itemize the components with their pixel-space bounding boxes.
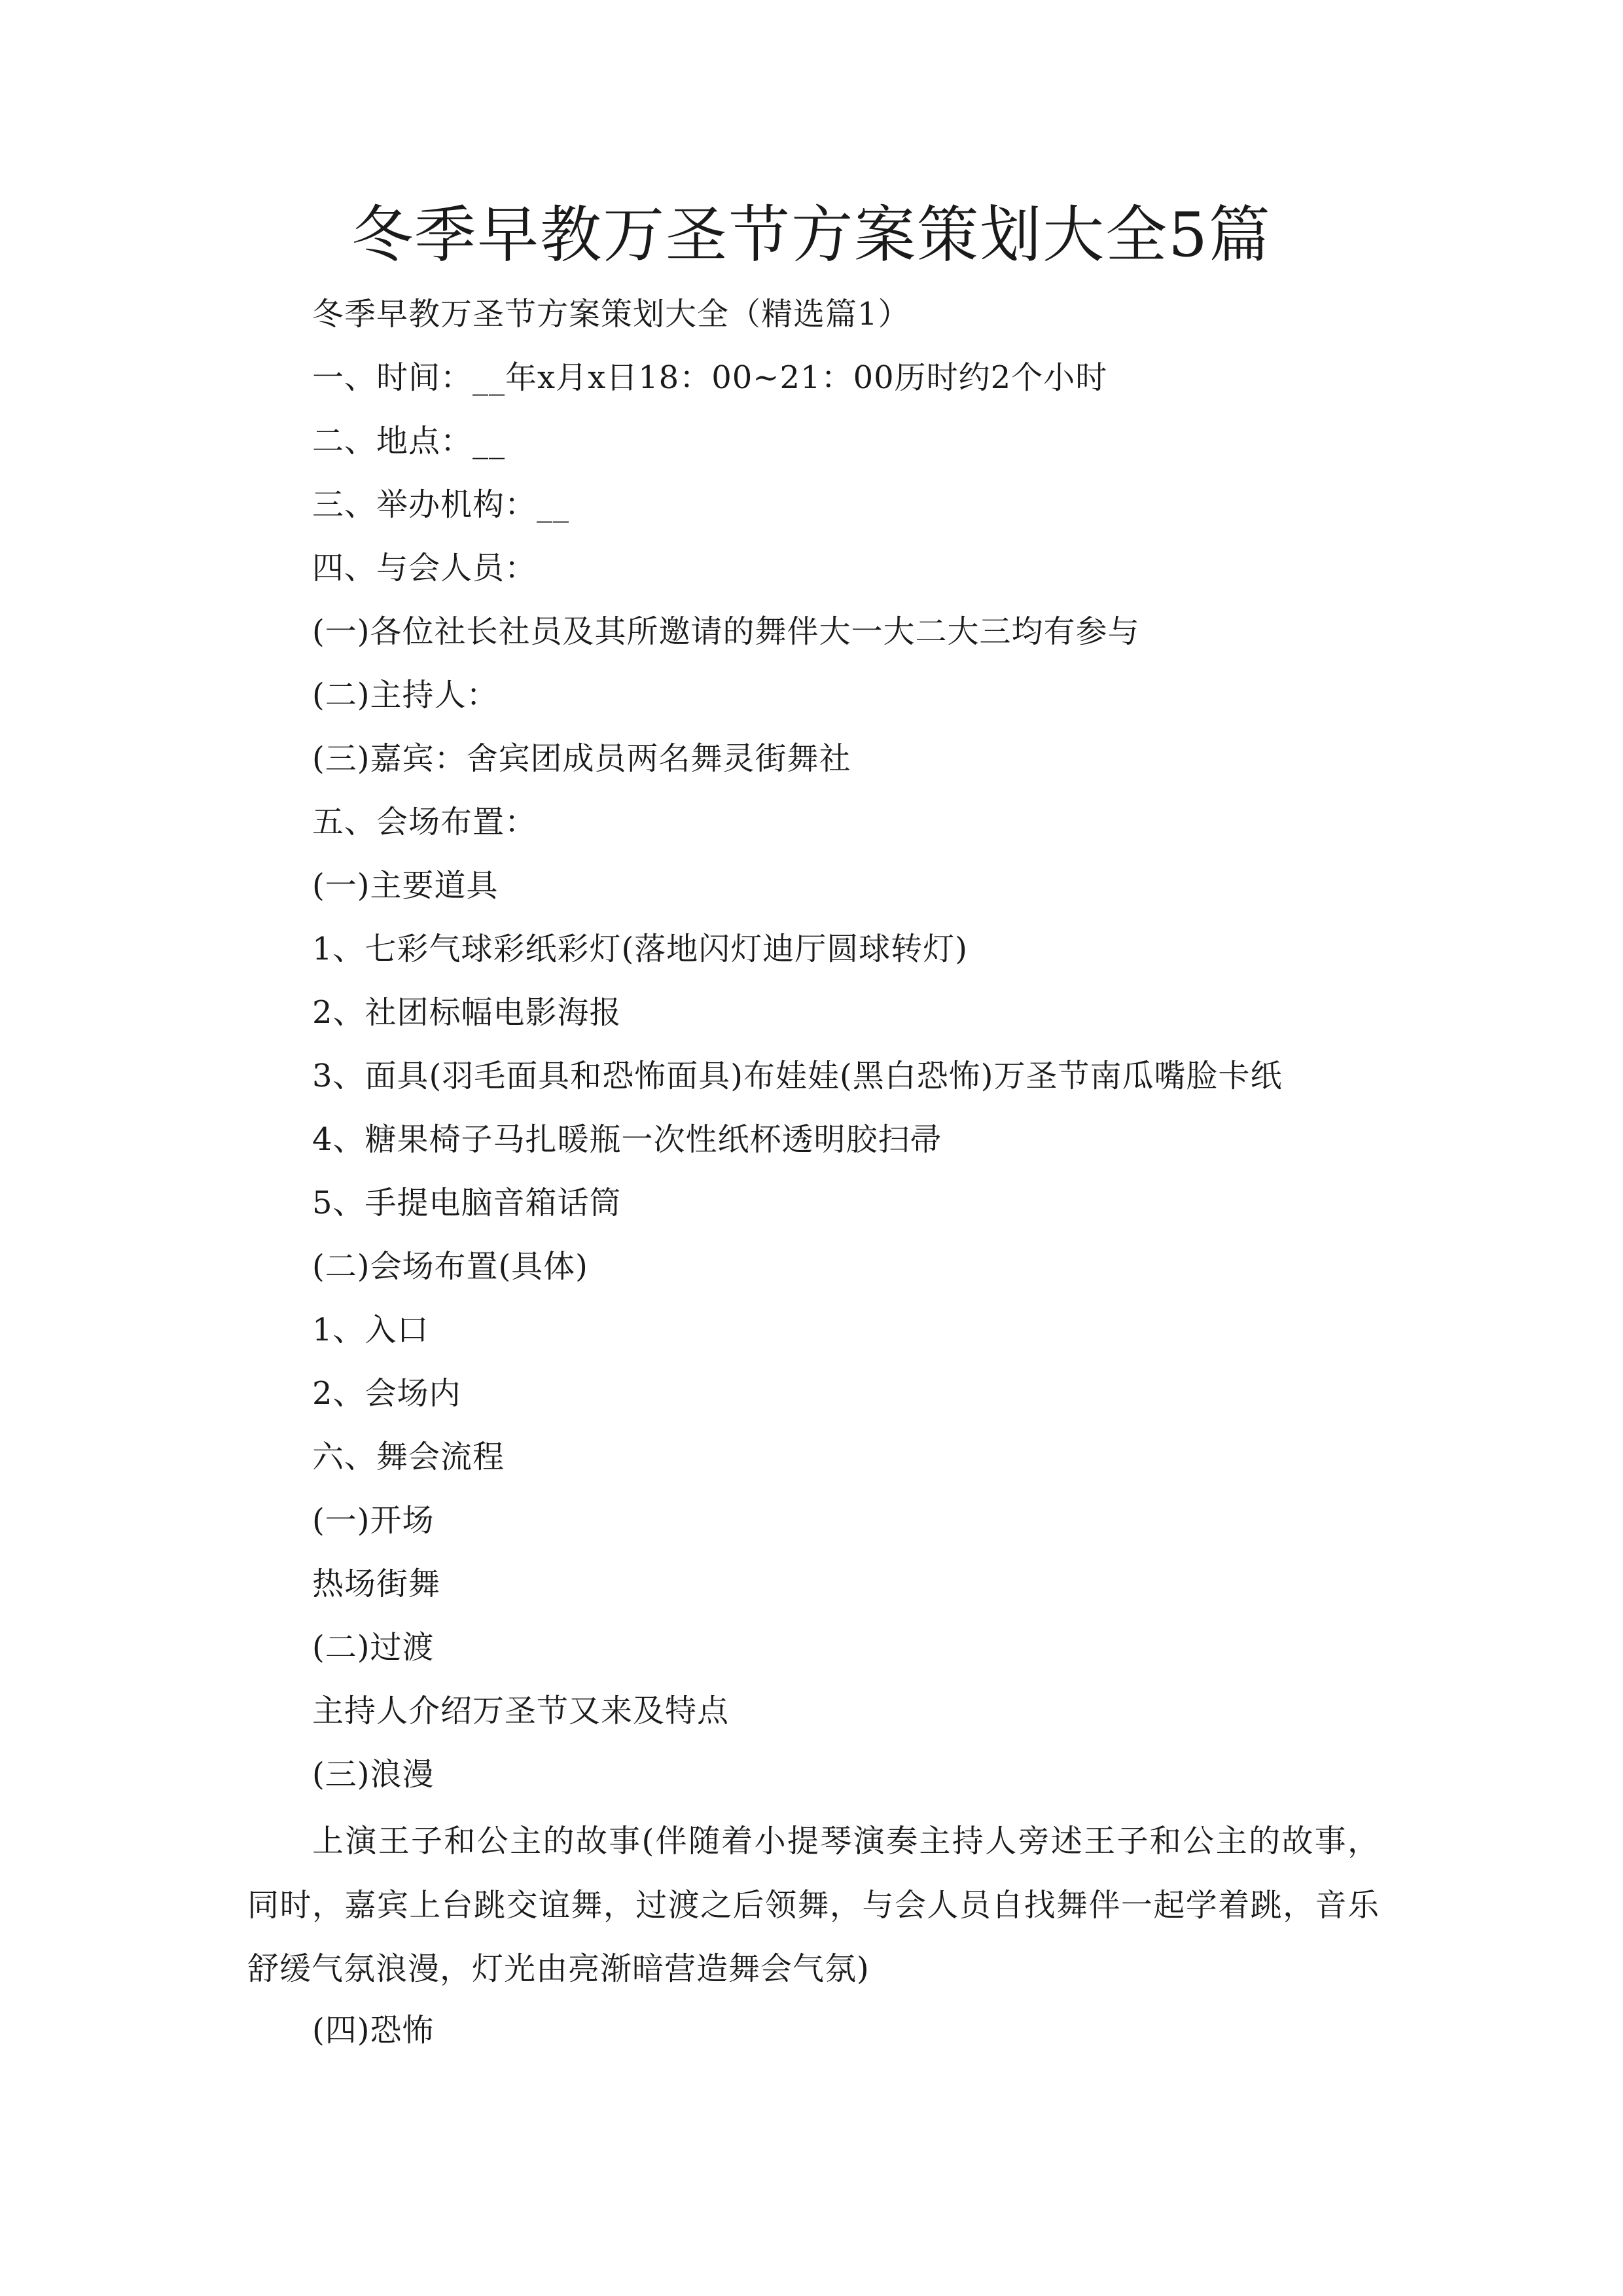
text-line: 2、会场内 bbox=[312, 1375, 461, 1412]
text-line: (三)嘉宾：舍宾团成员两名舞灵街舞社 bbox=[312, 740, 851, 777]
text-line: 二、地点：__ bbox=[312, 423, 506, 459]
text-line: 四、与会人员： bbox=[312, 550, 537, 586]
text-line: 4、糖果椅子马扎暖瓶一次性纸杯透明胶扫帚 bbox=[312, 1121, 942, 1158]
text-line: 六、舞会流程 bbox=[312, 1439, 505, 1475]
text-line: (二)主持人： bbox=[312, 677, 499, 713]
text-line: 2、社团标幅电影海报 bbox=[312, 994, 622, 1031]
text-line: 三、举办机构：__ bbox=[312, 486, 570, 523]
text-line: 热场街舞 bbox=[312, 1566, 441, 1602]
text-line: 1、七彩气球彩纸彩灯(落地闪灯迪厅圆球转灯) bbox=[312, 931, 968, 967]
text-line: 主持人介绍万圣节又来及特点 bbox=[312, 1693, 730, 1729]
text-line: 五、会场布置： bbox=[312, 804, 537, 840]
section-heading: 冬季早教万圣节方案策划大全（精选篇1） bbox=[312, 296, 910, 332]
text-line: (一)主要道具 bbox=[312, 867, 499, 904]
document-title: 冬季早教万圣节方案策划大全5篇 bbox=[351, 200, 1272, 271]
text-line: 3、面具(羽毛面具和恐怖面具)布娃娃(黑白恐怖)万圣节南瓜嘴脸卡纸 bbox=[312, 1058, 1283, 1094]
text-line: 一、时间：__年x月x日18：00~21：00历时约2个小时 bbox=[312, 359, 1108, 396]
text-line: 1、入口 bbox=[312, 1312, 429, 1348]
text-line: (二)过渡 bbox=[312, 1629, 435, 1666]
text-line: (二)会场布置(具体) bbox=[312, 1248, 588, 1285]
body-paragraph: 上演王子和公主的故事(伴随着小提琴演奏主持人旁述王子和公主的故事，同时，嘉宾上台跳交谊舞，过渡之后领舞，与会人员自找舞伴一起学着跳，音乐舒缓气氛浪漫，灯光由亮渐暗营造舞会气氛) bbox=[247, 1823, 1380, 1987]
text-line: (三)浪漫 bbox=[312, 1756, 435, 1793]
text-line: (一)各位社长社员及其所邀请的舞伴大一大二大三均有参与 bbox=[312, 613, 1140, 650]
text-line: 5、手提电脑音箱话筒 bbox=[312, 1185, 622, 1221]
text-line: (一)开场 bbox=[312, 1502, 435, 1539]
text-line: (四)恐怖 bbox=[312, 2012, 435, 2049]
